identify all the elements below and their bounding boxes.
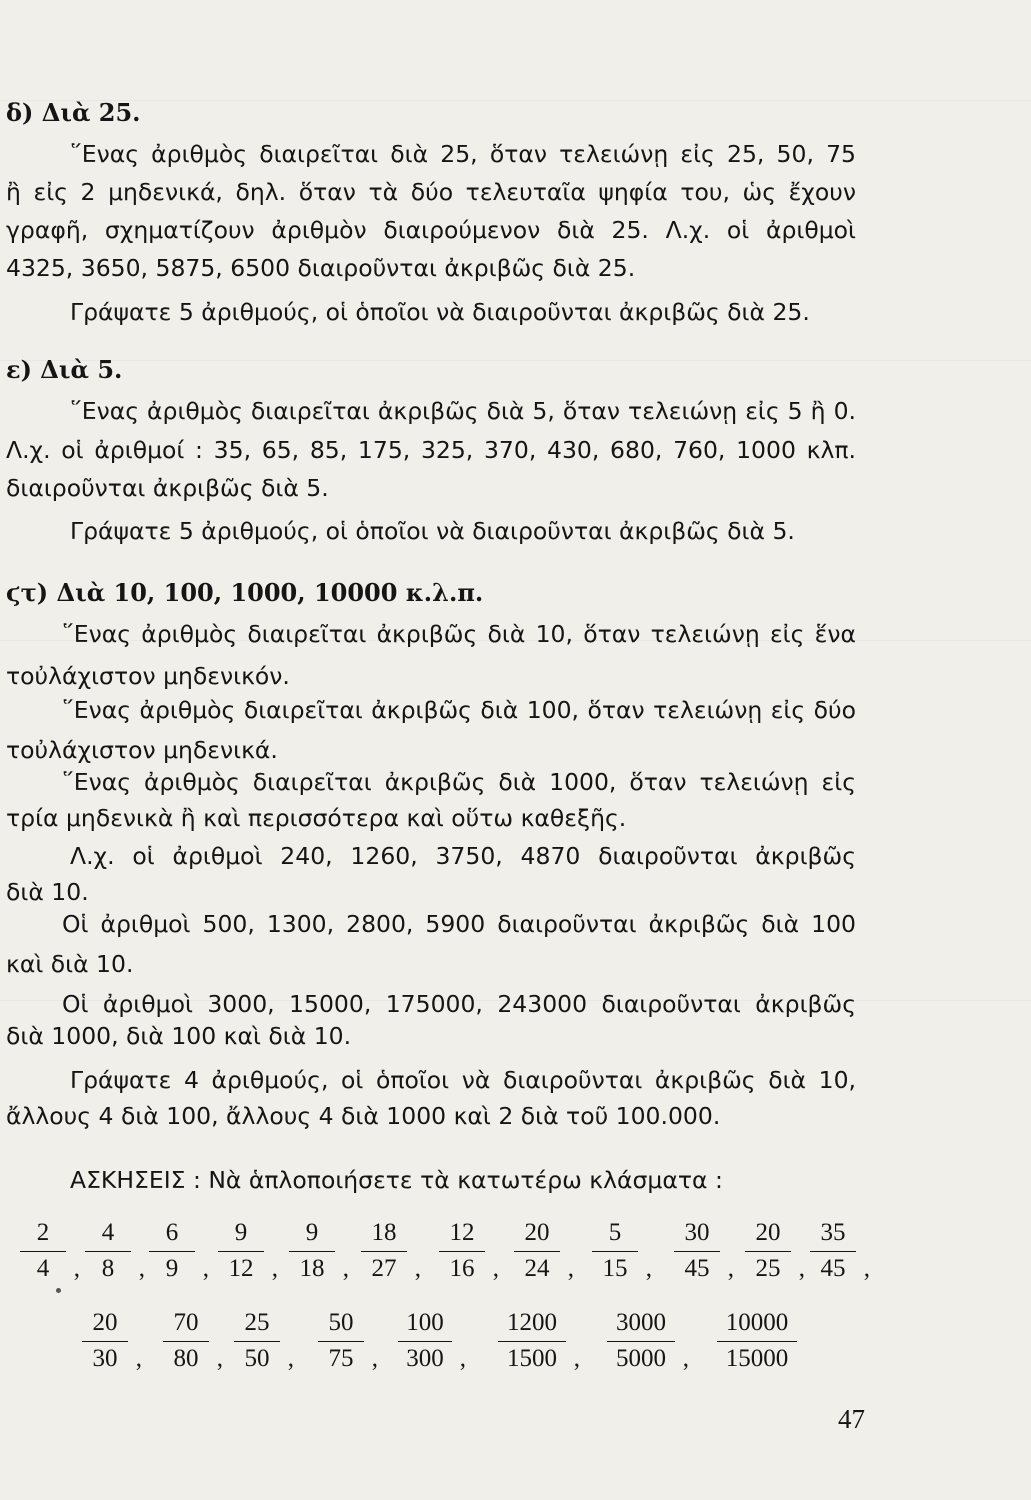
- ink-speck: [56, 1288, 61, 1293]
- text-line: τοὐλάχιστον μηδενικόν.: [6, 662, 290, 690]
- fraction: [605, 1308, 689, 1378]
- fraction: [672, 1218, 734, 1288]
- fraction-numerator: 20: [755, 1219, 781, 1246]
- fraction-numerator: 2: [36, 1219, 50, 1246]
- fraction: [232, 1308, 294, 1378]
- text-line: Λ.χ. οἱ ἀριθμοὶ 240, 1260, 3750, 4870 διαιροῦνται ἀκριβῶς: [70, 842, 856, 870]
- fraction-bar: [514, 1251, 560, 1252]
- fraction-bar: [717, 1341, 797, 1342]
- fraction: [287, 1218, 349, 1288]
- fraction: [147, 1218, 209, 1288]
- fraction-separator: ,: [371, 1345, 378, 1372]
- fraction: [216, 1218, 278, 1288]
- text-line: Γράψατε 5 ἀριθμούς, οἱ ὁποῖοι νὰ διαιροῦνται ἀκριβῶς διὰ 25.: [70, 298, 810, 326]
- text-line: ῞Ενας ἀριθμὸς διαιρεῖται ἀκριβῶς διὰ 1000, ὅταν τελειώνῃ εἰς: [62, 768, 856, 796]
- fraction-bar: [439, 1251, 485, 1252]
- fraction-numerator: 4: [101, 1219, 115, 1246]
- text-line: τρία μηδενικὰ ἢ καὶ περισσότερα καὶ οὕτω καθεξῆς.: [6, 804, 627, 832]
- fraction-numerator: 3000: [616, 1309, 666, 1336]
- text-line: Γράψατε 4 ἀριθμούς, οἱ ὁποῖοι νὰ διαιροῦνται ἀκριβῶς διὰ 10,: [70, 1066, 856, 1094]
- text-line: ῞Ενας ἀριθμὸς διαιρεῖται διὰ 25, ὅταν τελειώνῃ εἰς 25, 50, 75: [70, 140, 856, 168]
- fraction-numerator: 18: [371, 1219, 397, 1246]
- fraction-numerator: 9: [305, 1219, 319, 1246]
- fraction-bar: [607, 1341, 675, 1342]
- fraction: [18, 1218, 80, 1288]
- text-line: 4325, 3650, 5875, 6500 διαιροῦνται ἀκριβῶς διὰ 25.: [6, 254, 636, 282]
- section-heading-st: ϛτ) Διὰ 10, 100, 1000, 10000 κ.λ.π.: [6, 578, 484, 607]
- fraction-bar: [498, 1341, 566, 1342]
- fraction-denominator: 80: [173, 1345, 199, 1372]
- fraction-numerator: 5: [608, 1219, 622, 1246]
- text-line: τοὐλάχιστον μηδενικά.: [6, 736, 278, 764]
- fraction: [396, 1308, 466, 1378]
- fraction: [83, 1218, 145, 1288]
- fraction-denominator: 30: [92, 1345, 118, 1372]
- fraction-bar: [318, 1341, 364, 1342]
- fraction-numerator: 30: [684, 1219, 710, 1246]
- fraction: [80, 1308, 142, 1378]
- fraction-denominator: 300: [406, 1345, 444, 1372]
- fraction-bar: [289, 1251, 335, 1252]
- fraction-bar: [82, 1341, 128, 1342]
- fraction-bar: [85, 1251, 131, 1252]
- fraction-bar: [218, 1251, 264, 1252]
- fraction-numerator: 12: [449, 1219, 475, 1246]
- fraction: [161, 1308, 223, 1378]
- fraction-bar: [810, 1251, 856, 1252]
- fraction-numerator: 35: [820, 1219, 846, 1246]
- fraction-bar: [674, 1251, 720, 1252]
- fraction-denominator: 25: [755, 1255, 781, 1282]
- fraction-separator: ,: [414, 1255, 421, 1282]
- fraction-numerator: 25: [244, 1309, 270, 1336]
- fraction-denominator: 9: [165, 1255, 179, 1282]
- text-line: ῞Ενας ἀριθμὸς διαιρεῖται ἀκριβῶς διὰ 5, ὅταν τελειώνῃ εἰς 5 ἢ 0.: [70, 397, 856, 425]
- exercises-title: ΑΣΚΗΣΕΙΣ : Νὰ ἁπλοποιήσετε τὰ κατωτέρω κλάσματα :: [70, 1166, 723, 1194]
- fraction-denominator: 18: [299, 1255, 325, 1282]
- fraction-denominator: 16: [449, 1255, 475, 1282]
- fraction-denominator: 24: [524, 1255, 550, 1282]
- fraction-denominator: 15: [602, 1255, 628, 1282]
- fraction-numerator: 1200: [507, 1309, 557, 1336]
- fraction-denominator: 4: [36, 1255, 50, 1282]
- fraction-separator: ,: [287, 1345, 294, 1372]
- text-line: ῞Ενας ἀριθμὸς διαιρεῖται ἀκριβῶς διὰ 10, ὅταν τελειώνῃ εἰς ἕνα: [62, 620, 856, 648]
- bleed-through: [0, 360, 1031, 361]
- section-heading-e: ε) Διὰ 5.: [6, 355, 123, 384]
- fraction-numerator: 50: [328, 1309, 354, 1336]
- fraction-denominator: 8: [101, 1255, 115, 1282]
- fraction: [715, 1308, 799, 1378]
- fraction-numerator: 6: [165, 1219, 179, 1246]
- fraction-separator: ,: [459, 1345, 466, 1372]
- fraction-numerator: 9: [234, 1219, 248, 1246]
- fraction-separator: ,: [73, 1255, 80, 1282]
- fraction-separator: ,: [135, 1345, 142, 1372]
- bleed-through: [0, 100, 1031, 101]
- fraction-numerator: 100: [406, 1309, 444, 1336]
- fraction-separator: ,: [567, 1255, 574, 1282]
- fraction: [437, 1218, 499, 1288]
- text-line: διὰ 1000, διὰ 100 καὶ διὰ 10.: [6, 1022, 352, 1050]
- fraction-separator: ,: [216, 1345, 223, 1372]
- fraction-separator: ,: [798, 1255, 805, 1282]
- fraction: [359, 1218, 421, 1288]
- fraction-denominator: 50: [244, 1345, 270, 1372]
- fraction-separator: ,: [342, 1255, 349, 1282]
- text-line: γραφῆ, σχηματίζουν ἀριθμὸν διαιρούμενον διὰ 25. Λ.χ. οἱ ἀριθμοὶ: [6, 216, 856, 244]
- section-heading-d: δ) Διὰ 25.: [6, 98, 141, 127]
- text-line: ἢ εἰς 2 μηδενικά, δηλ. ὅταν τὰ δύο τελευταῖα ψηφία του, ὡς ἔχουν: [6, 178, 856, 206]
- fraction-denominator: 27: [371, 1255, 397, 1282]
- text-line: Οἱ ἀριθμοὶ 500, 1300, 2800, 5900 διαιροῦνται ἀκριβῶς διὰ 100: [62, 910, 856, 938]
- fraction-numerator: 20: [524, 1219, 550, 1246]
- fraction-bar: [149, 1251, 195, 1252]
- text-line: διαιροῦνται ἀκριβῶς διὰ 5.: [6, 474, 329, 502]
- fraction-denominator: 45: [684, 1255, 710, 1282]
- fraction: [590, 1218, 652, 1288]
- fraction: [496, 1308, 580, 1378]
- fraction-bar: [163, 1341, 209, 1342]
- fraction: [808, 1218, 870, 1288]
- fraction-bar: [20, 1251, 66, 1252]
- fraction-denominator: 75: [328, 1345, 354, 1372]
- fraction-bar: [361, 1251, 407, 1252]
- fraction: [512, 1218, 574, 1288]
- fraction-separator: ,: [727, 1255, 734, 1282]
- fraction-separator: ,: [863, 1255, 870, 1282]
- text-line: Οἱ ἀριθμοὶ 3000, 15000, 175000, 243000 διαιροῦνται ἀκριβῶς: [62, 990, 856, 1018]
- text-line: Γράψατε 5 ἀριθμούς, οἱ ὁποῖοι νὰ διαιροῦνται ἀκριβῶς διὰ 5.: [70, 517, 795, 545]
- text-line: Λ.χ. οἱ ἀριθμοί : 35, 65, 85, 175, 325, 370, 430, 680, 760, 1000 κλπ.: [6, 436, 856, 464]
- fraction-denominator: 15000: [725, 1345, 789, 1372]
- fraction-separator: ,: [202, 1255, 209, 1282]
- fraction-numerator: 10000: [725, 1309, 789, 1336]
- fraction-separator: ,: [645, 1255, 652, 1282]
- text-line: καὶ διὰ 10.: [6, 950, 134, 978]
- fraction-separator: ,: [271, 1255, 278, 1282]
- fraction-denominator: 1500: [507, 1345, 557, 1372]
- fraction-bar: [234, 1341, 280, 1342]
- fraction-separator: ,: [492, 1255, 499, 1282]
- fraction-denominator: 12: [228, 1255, 254, 1282]
- fraction-separator: ,: [573, 1345, 580, 1372]
- text-line: ἄλλους 4 διὰ 100, ἄλλους 4 διὰ 1000 καὶ 2 διὰ τοῦ 100.000.: [6, 1102, 721, 1130]
- text-line: ῞Ενας ἀριθμὸς διαιρεῖται ἀκριβῶς διὰ 100, ὅταν τελειώνῃ εἰς δύο: [62, 696, 856, 724]
- fraction-separator: ,: [138, 1255, 145, 1282]
- fraction-denominator: 5000: [616, 1345, 666, 1372]
- fraction-denominator: 45: [820, 1255, 846, 1282]
- fraction-bar: [592, 1251, 638, 1252]
- fraction-numerator: 70: [173, 1309, 199, 1336]
- fraction-bar: [398, 1341, 452, 1342]
- fraction-numerator: 20: [92, 1309, 118, 1336]
- fraction-bar: [745, 1251, 791, 1252]
- fraction-separator: ,: [682, 1345, 689, 1372]
- fraction: [743, 1218, 805, 1288]
- page-number: 47: [838, 1404, 865, 1434]
- text-line: διὰ 10.: [6, 878, 89, 906]
- fraction: [316, 1308, 378, 1378]
